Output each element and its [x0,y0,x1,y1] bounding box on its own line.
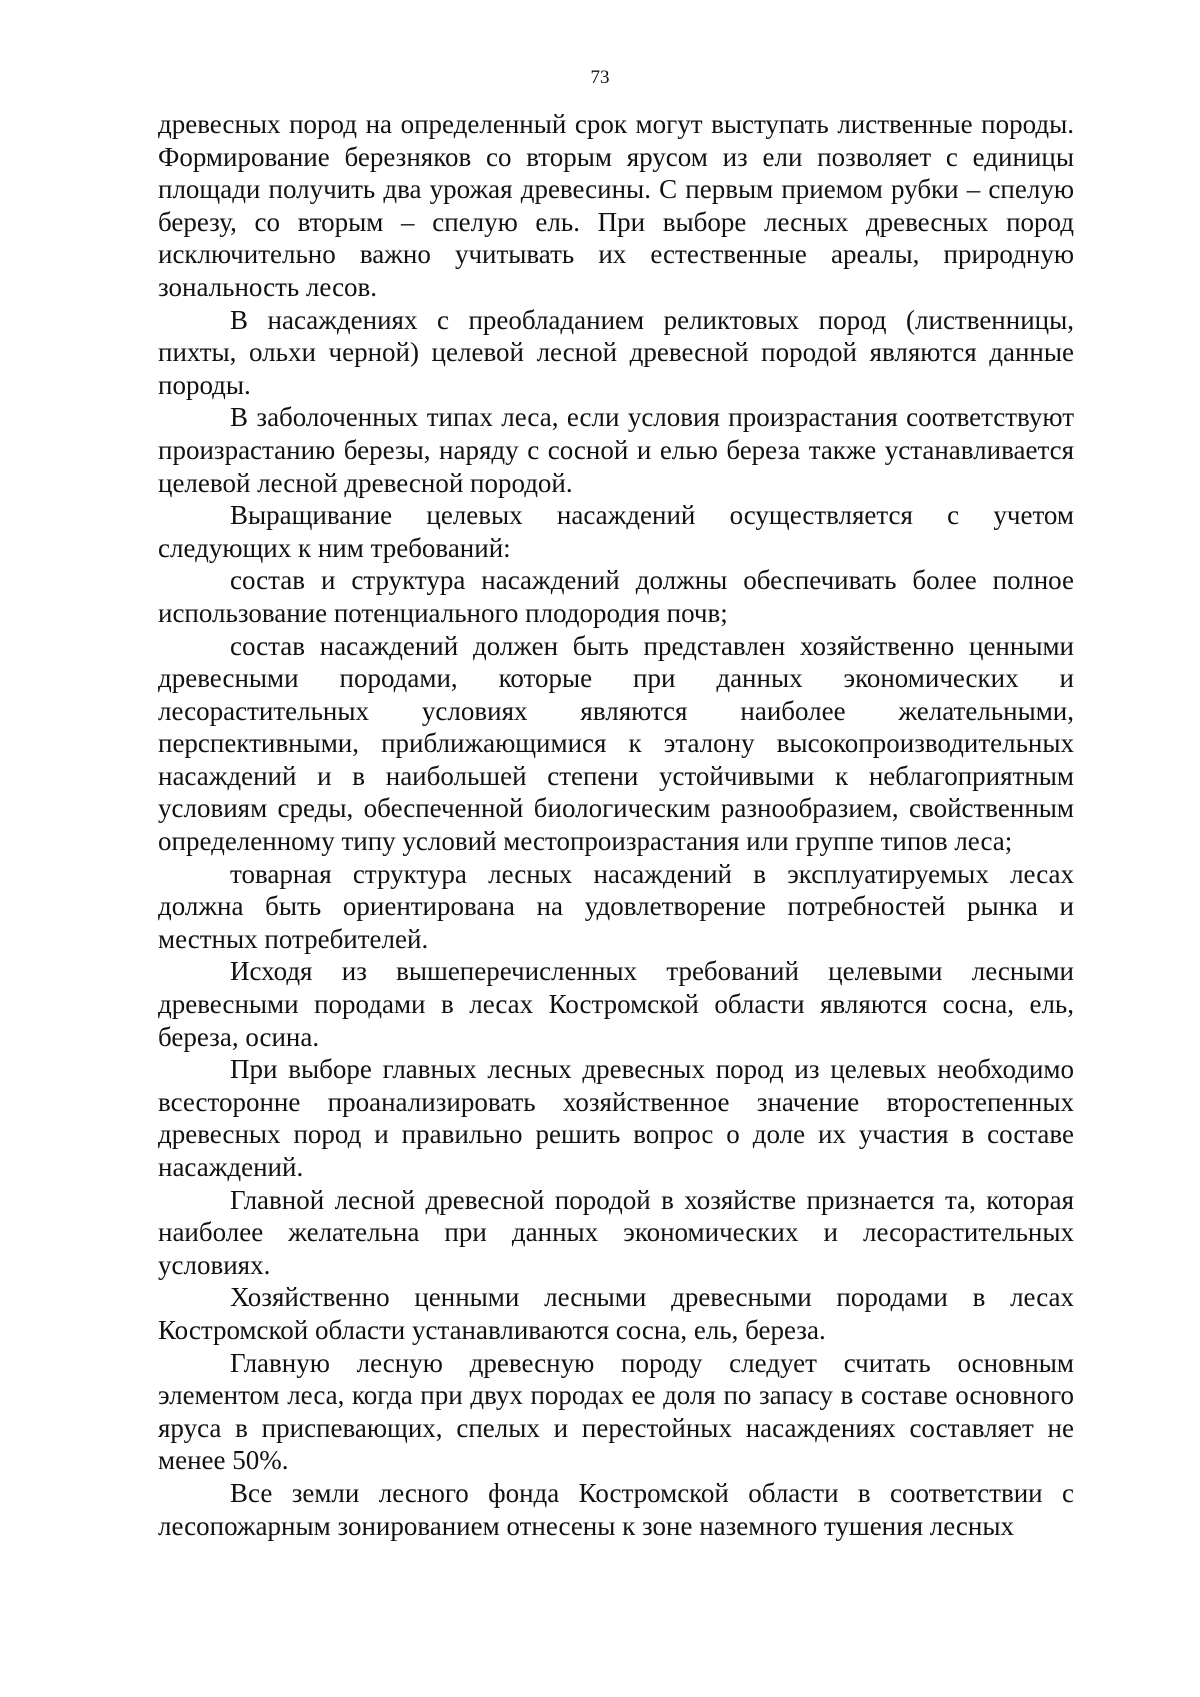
paragraph-continuation: древесных пород на определенный срок могут выступать лиственные породы. Формирование березняков со вторым ярусом из ели позволяет с единицы площади получить два урожая древесины. С первым приемом рубки – спелую березу, со вторым – спелую ель. При выборе лесных древесных пород исключительно важно учитывать их естественные ареалы, природную зональность лесов. [158,109,1074,302]
page-number: 73 [590,67,610,88]
document-body [158,108,1074,1542]
paragraph-requirement-composition: состав насаждений должен быть представлен хозяйственно ценными древесными породами, которые при данных экономических и лесорастительных условиях являются наиболее желательными, перспективными, приближающимися к эталону высокопроизводительных насаждений и в наибольшей степени устойчивыми к неблагоприятным условиям среды, обеспеченной биологическим разнообразием, свойственным определенному типу условий местопроизрастания или группе типов леса; [158,630,1074,857]
paragraph-main-species-selection: При выборе главных лесных древесных пород из целевых необходимо всесторонне проанализировать хозяйственное значение второстепенных древесных пород и правильно решить вопрос о доле их участия в составе насаждений. [158,1054,1074,1182]
paragraph-swamp-forests: В заболоченных типах леса, если условия произрастания соответствуют произрастанию березы, наряду с сосной и елью береза также устанавливается целевой лесной древесной породой. [158,402,1074,498]
paragraph-target-species: Исходя из вышеперечисленных требований целевыми лесными древесными породами в лесах Костромской области являются сосна, ель, береза, осина. [158,956,1074,1052]
paragraph-requirement-market: товарная структура лесных насаждений в эксплуатируемых лесах должна быть ориентирована на удовлетворение потребностей рынка и местных потребителей. [158,858,1074,954]
paragraph-fire-zoning: Все земли лесного фонда Костромской области в соответствии с лесопожарным зонированием отнесены к зоне наземного тушения лесных [158,1477,1074,1541]
paragraph-main-element: Главную лесную древесную породу следует считать основным элементом леса, когда при двух породах ее доля по запасу в составе основного яруса в приспевающих, спелых и перестойных насаждениях составляет не менее 50%. [158,1347,1074,1476]
paragraph-main-species-definition: Главной лесной древесной породой в хозяйстве признается та, которая наиболее желательна при данных экономических и лесорастительных условиях. [158,1184,1074,1280]
paragraph-relict-species: В насаждениях с преобладанием реликтовых пород (лиственницы, пихты, ольхи черной) целевой лесной древесной породой являются данные породы. [158,304,1074,400]
paragraph-requirements-intro: Выращивание целевых насаждений осуществляется с учетом следующих к ним требований: [158,500,1074,563]
paragraph-requirement-structure: состав и структура насаждений должны обеспечивать более полное использование потенциального плодородия почв; [158,565,1074,628]
paragraph-valuable-species: Хозяйственно ценными лесными древесными породами в лесах Костромской области устанавливаются сосна, ель, береза. [158,1282,1074,1345]
